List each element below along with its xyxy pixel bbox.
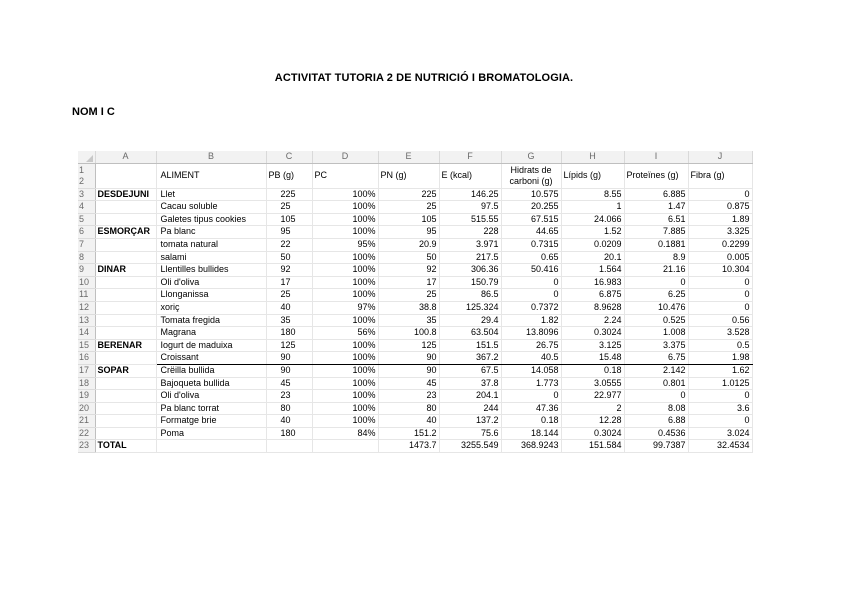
table-row: [78, 289, 752, 302]
table-row: [78, 402, 752, 415]
header-cell[interactable]: Fibra (g): [688, 163, 752, 188]
cell-c[interactable]: 90: [266, 364, 312, 377]
cell-b[interactable]: Pa blanc: [156, 226, 266, 239]
column-header[interactable]: C: [266, 151, 312, 163]
table-row: [78, 352, 752, 365]
row-header[interactable]: 6: [78, 226, 95, 239]
row-header[interactable]: 5: [78, 213, 95, 226]
cell-a[interactable]: [95, 390, 156, 403]
table-row: [78, 364, 752, 377]
cell-d[interactable]: 100%: [312, 364, 378, 377]
cell-j[interactable]: 0.005: [688, 251, 752, 264]
cell-g[interactable]: 1.773: [501, 377, 561, 390]
cell-a[interactable]: DESDEJUNI: [95, 188, 156, 201]
table-row: [78, 238, 752, 251]
header-cell[interactable]: PN (g): [378, 163, 439, 188]
cell-g[interactable]: 0: [501, 390, 561, 403]
document-title: ACTIVITAT TUTORIA 2 DE NUTRICIÓ I BROMATOLOGIA.: [274, 72, 574, 84]
cell-j[interactable]: 0: [688, 390, 752, 403]
cell-j[interactable]: 3.325: [688, 226, 752, 239]
cell-b[interactable]: Crëilla bullida: [156, 364, 266, 377]
cell-b[interactable]: Croissant: [156, 352, 266, 365]
select-all-corner[interactable]: [78, 151, 95, 163]
row-header[interactable]: 15: [78, 339, 95, 352]
cell-a[interactable]: [95, 276, 156, 289]
total-cell[interactable]: 368.9243: [501, 440, 561, 453]
cell-b[interactable]: Iogurt de maduixa: [156, 339, 266, 352]
cell-e[interactable]: 40: [378, 415, 439, 428]
cell-e[interactable]: 25: [378, 201, 439, 214]
cell-g[interactable]: 0.7372: [501, 301, 561, 314]
cell-h[interactable]: 24.066: [561, 213, 624, 226]
table-row: [78, 226, 752, 239]
cell-g[interactable]: 0: [501, 276, 561, 289]
spreadsheet: [78, 151, 753, 453]
cell-d[interactable]: 100%: [312, 352, 378, 365]
cell-c[interactable]: 25: [266, 289, 312, 302]
cell-f[interactable]: 97.5: [439, 201, 501, 214]
cell-g[interactable]: 50.416: [501, 264, 561, 277]
cell-a[interactable]: [95, 327, 156, 340]
table-row: [78, 213, 752, 226]
header-cell[interactable]: [95, 163, 156, 188]
cell-b[interactable]: Llonganissa: [156, 289, 266, 302]
cell-d[interactable]: 100%: [312, 289, 378, 302]
total-cell[interactable]: 1473.7: [378, 440, 439, 453]
cell-i[interactable]: 6.885: [624, 188, 688, 201]
cell-c[interactable]: 92: [266, 264, 312, 277]
cell-b[interactable]: Pa blanc torrat: [156, 402, 266, 415]
cell-f[interactable]: 217.5: [439, 251, 501, 264]
row-header[interactable]: 14: [78, 327, 95, 340]
cell-c[interactable]: 90: [266, 352, 312, 365]
cell-j[interactable]: 0: [688, 301, 752, 314]
column-header[interactable]: J: [688, 151, 752, 163]
header-cell[interactable]: ALIMENT: [156, 163, 266, 188]
cell-a[interactable]: [95, 213, 156, 226]
cell-i[interactable]: 6.75: [624, 352, 688, 365]
cell-d[interactable]: 100%: [312, 390, 378, 403]
cell-i[interactable]: 8.9: [624, 251, 688, 264]
header-cell[interactable]: Proteïnes (g): [624, 163, 688, 188]
cell-a[interactable]: [95, 238, 156, 251]
cell-i[interactable]: 6.51: [624, 213, 688, 226]
cell-b[interactable]: Poma: [156, 427, 266, 440]
cell-c[interactable]: 25: [266, 201, 312, 214]
cell-e[interactable]: 90: [378, 364, 439, 377]
cell-b[interactable]: Llentilles bullides: [156, 264, 266, 277]
cell-a[interactable]: [95, 402, 156, 415]
cell-i[interactable]: 6.25: [624, 289, 688, 302]
cell-i[interactable]: 0.1881: [624, 238, 688, 251]
cell-h[interactable]: 0.18: [561, 364, 624, 377]
cell-i[interactable]: 6.88: [624, 415, 688, 428]
total-cell[interactable]: 32.4534: [688, 440, 752, 453]
cell-a[interactable]: BERENAR: [95, 339, 156, 352]
header-row: [78, 163, 752, 188]
cell-i[interactable]: 3.375: [624, 339, 688, 352]
cell-a[interactable]: [95, 251, 156, 264]
column-header[interactable]: E: [378, 151, 439, 163]
cell-f[interactable]: 150.79: [439, 276, 501, 289]
cell-g[interactable]: 44.65: [501, 226, 561, 239]
cell-f[interactable]: 75.6: [439, 427, 501, 440]
column-header[interactable]: A: [95, 151, 156, 163]
cell-c[interactable]: 50: [266, 251, 312, 264]
cell-b[interactable]: Cacau soluble: [156, 201, 266, 214]
cell-a[interactable]: [95, 201, 156, 214]
cell-d[interactable]: 100%: [312, 251, 378, 264]
cell-i[interactable]: 0.801: [624, 377, 688, 390]
cell-g[interactable]: 1.82: [501, 314, 561, 327]
cell-d[interactable]: 84%: [312, 427, 378, 440]
cell-c[interactable]: 40: [266, 301, 312, 314]
row-header[interactable]: 7: [78, 238, 95, 251]
cell-j[interactable]: 1.89: [688, 213, 752, 226]
cell-e[interactable]: 20.9: [378, 238, 439, 251]
row-header[interactable]: 10: [78, 276, 95, 289]
row-header[interactable]: 19: [78, 390, 95, 403]
cell-d[interactable]: 100%: [312, 339, 378, 352]
total-row: [78, 440, 752, 453]
cell-i[interactable]: 21.16: [624, 264, 688, 277]
total-cell[interactable]: [266, 440, 312, 453]
cell-c[interactable]: 105: [266, 213, 312, 226]
cell-h[interactable]: 15.48: [561, 352, 624, 365]
row-header[interactable]: 20: [78, 402, 95, 415]
cell-h[interactable]: 6.875: [561, 289, 624, 302]
table-row: [78, 427, 752, 440]
cell-e[interactable]: 92: [378, 264, 439, 277]
cell-b[interactable]: Bajoqueta bullida: [156, 377, 266, 390]
cell-b[interactable]: Tomata fregida: [156, 314, 266, 327]
cell-d[interactable]: 100%: [312, 377, 378, 390]
cell-f[interactable]: 367.2: [439, 352, 501, 365]
cell-a[interactable]: [95, 415, 156, 428]
cell-d[interactable]: 100%: [312, 188, 378, 201]
cell-d[interactable]: 100%: [312, 402, 378, 415]
total-cell[interactable]: TOTAL: [95, 440, 156, 453]
cell-f[interactable]: 515.55: [439, 213, 501, 226]
cell-h[interactable]: 1.564: [561, 264, 624, 277]
row-header[interactable]: 3: [78, 188, 95, 201]
cell-e[interactable]: 95: [378, 226, 439, 239]
cell-b[interactable]: Llet: [156, 188, 266, 201]
table-row: [78, 276, 752, 289]
cell-j[interactable]: 3.024: [688, 427, 752, 440]
cell-f[interactable]: 151.5: [439, 339, 501, 352]
cell-h[interactable]: 22.977: [561, 390, 624, 403]
cell-e[interactable]: 35: [378, 314, 439, 327]
cell-d[interactable]: 100%: [312, 264, 378, 277]
header-cell[interactable]: Lípids (g): [561, 163, 624, 188]
cell-i[interactable]: 10.476: [624, 301, 688, 314]
cell-c[interactable]: 35: [266, 314, 312, 327]
cell-g[interactable]: 47.36: [501, 402, 561, 415]
cell-i[interactable]: 0.525: [624, 314, 688, 327]
cell-g[interactable]: 0.7315: [501, 238, 561, 251]
cell-a[interactable]: DINAR: [95, 264, 156, 277]
cell-e[interactable]: 105: [378, 213, 439, 226]
cell-h[interactable]: 8.9628: [561, 301, 624, 314]
cell-j[interactable]: 1.0125: [688, 377, 752, 390]
cell-d[interactable]: 100%: [312, 415, 378, 428]
row-header[interactable]: 18: [78, 377, 95, 390]
cell-b[interactable]: Formatge brie: [156, 415, 266, 428]
cell-e[interactable]: 90: [378, 352, 439, 365]
cell-e[interactable]: 151.2: [378, 427, 439, 440]
cell-h[interactable]: 0.3024: [561, 427, 624, 440]
table-row: [78, 415, 752, 428]
cell-d[interactable]: 95%: [312, 238, 378, 251]
cell-g[interactable]: 18.144: [501, 427, 561, 440]
cell-f[interactable]: 86.5: [439, 289, 501, 302]
cell-e[interactable]: 100.8: [378, 327, 439, 340]
cell-g[interactable]: 10.575: [501, 188, 561, 201]
cell-g[interactable]: 13.8096: [501, 327, 561, 340]
cell-h[interactable]: 16.983: [561, 276, 624, 289]
cell-b[interactable]: Magrana: [156, 327, 266, 340]
row-header[interactable]: 13: [78, 314, 95, 327]
table-row: [78, 264, 752, 277]
cell-c[interactable]: 125: [266, 339, 312, 352]
total-cell[interactable]: 99.7387: [624, 440, 688, 453]
column-header-row: [78, 151, 752, 163]
cell-b[interactable]: Oli d'oliva: [156, 390, 266, 403]
row-header[interactable]: 4: [78, 201, 95, 214]
cell-f[interactable]: 3.971: [439, 238, 501, 251]
cell-c[interactable]: 80: [266, 402, 312, 415]
cell-a[interactable]: [95, 377, 156, 390]
cell-f[interactable]: 67.5: [439, 364, 501, 377]
cell-i[interactable]: 7.885: [624, 226, 688, 239]
row-header[interactable]: 22: [78, 427, 95, 440]
cell-g[interactable]: 40.5: [501, 352, 561, 365]
cell-h[interactable]: 3.0555: [561, 377, 624, 390]
total-cell[interactable]: 3255.549: [439, 440, 501, 453]
cell-h[interactable]: 2: [561, 402, 624, 415]
cell-i[interactable]: 1.008: [624, 327, 688, 340]
cell-d[interactable]: 100%: [312, 226, 378, 239]
cell-j[interactable]: 0: [688, 289, 752, 302]
cell-c[interactable]: 225: [266, 188, 312, 201]
cell-j[interactable]: 0.56: [688, 314, 752, 327]
cell-d[interactable]: 100%: [312, 314, 378, 327]
cell-i[interactable]: 0: [624, 276, 688, 289]
row-header[interactable]: 21: [78, 415, 95, 428]
cell-a[interactable]: ESMORÇAR: [95, 226, 156, 239]
cell-a[interactable]: [95, 352, 156, 365]
table-row: [78, 339, 752, 352]
cell-b[interactable]: tomata natural: [156, 238, 266, 251]
table-row: [78, 201, 752, 214]
cell-c[interactable]: 40: [266, 415, 312, 428]
cell-f[interactable]: 63.504: [439, 327, 501, 340]
cell-j[interactable]: 1.98: [688, 352, 752, 365]
cell-f[interactable]: 125.324: [439, 301, 501, 314]
cell-b[interactable]: Galetes tipus cookies: [156, 213, 266, 226]
cell-g[interactable]: 14.058: [501, 364, 561, 377]
cell-i[interactable]: 0.4536: [624, 427, 688, 440]
cell-d[interactable]: 56%: [312, 327, 378, 340]
cell-d[interactable]: 100%: [312, 276, 378, 289]
cell-f[interactable]: 306.36: [439, 264, 501, 277]
cell-a[interactable]: [95, 314, 156, 327]
cell-a[interactable]: SOPAR: [95, 364, 156, 377]
cell-h[interactable]: 1: [561, 201, 624, 214]
cell-h[interactable]: 20.1: [561, 251, 624, 264]
cell-c[interactable]: 17: [266, 276, 312, 289]
table-row: [78, 377, 752, 390]
cell-d[interactable]: 100%: [312, 201, 378, 214]
cell-j[interactable]: 0.875: [688, 201, 752, 214]
cell-h[interactable]: 2.24: [561, 314, 624, 327]
cell-e[interactable]: 38.8: [378, 301, 439, 314]
cell-h[interactable]: 0.0209: [561, 238, 624, 251]
cell-a[interactable]: [95, 427, 156, 440]
cell-a[interactable]: [95, 301, 156, 314]
table-row: [78, 251, 752, 264]
cell-g[interactable]: 0: [501, 289, 561, 302]
cell-j[interactable]: 0.2299: [688, 238, 752, 251]
cell-g[interactable]: 20.255: [501, 201, 561, 214]
table-row: [78, 188, 752, 201]
cell-g[interactable]: 26.75: [501, 339, 561, 352]
cell-f[interactable]: 204.1: [439, 390, 501, 403]
cell-c[interactable]: 180: [266, 327, 312, 340]
cell-e[interactable]: 80: [378, 402, 439, 415]
column-header[interactable]: I: [624, 151, 688, 163]
cell-f[interactable]: 244: [439, 402, 501, 415]
row-header[interactable]: 16: [78, 352, 95, 365]
table-row: [78, 327, 752, 340]
column-header[interactable]: F: [439, 151, 501, 163]
cell-g[interactable]: 0.18: [501, 415, 561, 428]
cell-f[interactable]: 29.4: [439, 314, 501, 327]
row-header[interactable]: 23: [78, 440, 95, 453]
cell-b[interactable]: Oli d'oliva: [156, 276, 266, 289]
cell-c[interactable]: 22: [266, 238, 312, 251]
header-cell[interactable]: Hidrats de carboni (g): [501, 163, 561, 188]
cell-e[interactable]: 225: [378, 188, 439, 201]
cell-e[interactable]: 17: [378, 276, 439, 289]
total-cell[interactable]: [156, 440, 266, 453]
cell-e[interactable]: 45: [378, 377, 439, 390]
header-cell[interactable]: PB (g): [266, 163, 312, 188]
cell-f[interactable]: 146.25: [439, 188, 501, 201]
cell-i[interactable]: 2.142: [624, 364, 688, 377]
table-row: [78, 390, 752, 403]
cell-f[interactable]: 228: [439, 226, 501, 239]
cell-e[interactable]: 25: [378, 289, 439, 302]
column-header[interactable]: D: [312, 151, 378, 163]
cell-h[interactable]: 0.3024: [561, 327, 624, 340]
cell-i[interactable]: 0: [624, 390, 688, 403]
cell-h[interactable]: 8.55: [561, 188, 624, 201]
cell-i[interactable]: 1.47: [624, 201, 688, 214]
cell-c[interactable]: 95: [266, 226, 312, 239]
cell-e[interactable]: 50: [378, 251, 439, 264]
row-header[interactable]: 12: [78, 301, 95, 314]
cell-f[interactable]: 137.2: [439, 415, 501, 428]
row-header[interactable]: 11: [78, 289, 95, 302]
row-header[interactable]: 8: [78, 251, 95, 264]
cell-h[interactable]: 1.52: [561, 226, 624, 239]
cell-g[interactable]: 67.515: [501, 213, 561, 226]
cell-c[interactable]: 180: [266, 427, 312, 440]
cell-d[interactable]: 100%: [312, 213, 378, 226]
column-header[interactable]: B: [156, 151, 266, 163]
column-header[interactable]: H: [561, 151, 624, 163]
cell-f[interactable]: 37.8: [439, 377, 501, 390]
total-cell[interactable]: [312, 440, 378, 453]
cell-d[interactable]: 97%: [312, 301, 378, 314]
cell-j[interactable]: 0: [688, 276, 752, 289]
cell-c[interactable]: 45: [266, 377, 312, 390]
cell-g[interactable]: 0.65: [501, 251, 561, 264]
cell-e[interactable]: 23: [378, 390, 439, 403]
cell-j[interactable]: 3.6: [688, 402, 752, 415]
cell-j[interactable]: 0.5: [688, 339, 752, 352]
row-header[interactable]: 9: [78, 264, 95, 277]
table-row: [78, 314, 752, 327]
cell-c[interactable]: 23: [266, 390, 312, 403]
header-cell[interactable]: PC: [312, 163, 378, 188]
cell-j[interactable]: 0: [688, 415, 752, 428]
cell-j[interactable]: 0: [688, 188, 752, 201]
cell-a[interactable]: [95, 289, 156, 302]
total-cell[interactable]: 151.584: [561, 440, 624, 453]
cell-i[interactable]: 8.08: [624, 402, 688, 415]
header-cell[interactable]: E (kcal): [439, 163, 501, 188]
table-row: [78, 301, 752, 314]
cell-h[interactable]: 12.28: [561, 415, 624, 428]
cell-e[interactable]: 125: [378, 339, 439, 352]
cell-j[interactable]: 10.304: [688, 264, 752, 277]
row-header[interactable]: 17: [78, 364, 95, 377]
cell-j[interactable]: 3.528: [688, 327, 752, 340]
cell-b[interactable]: xoriç: [156, 301, 266, 314]
cell-h[interactable]: 3.125: [561, 339, 624, 352]
row-header[interactable]: 1 2: [78, 163, 95, 188]
cell-j[interactable]: 1.62: [688, 364, 752, 377]
cell-b[interactable]: salami: [156, 251, 266, 264]
student-name: NOM I C: [72, 106, 115, 118]
column-header[interactable]: G: [501, 151, 561, 163]
